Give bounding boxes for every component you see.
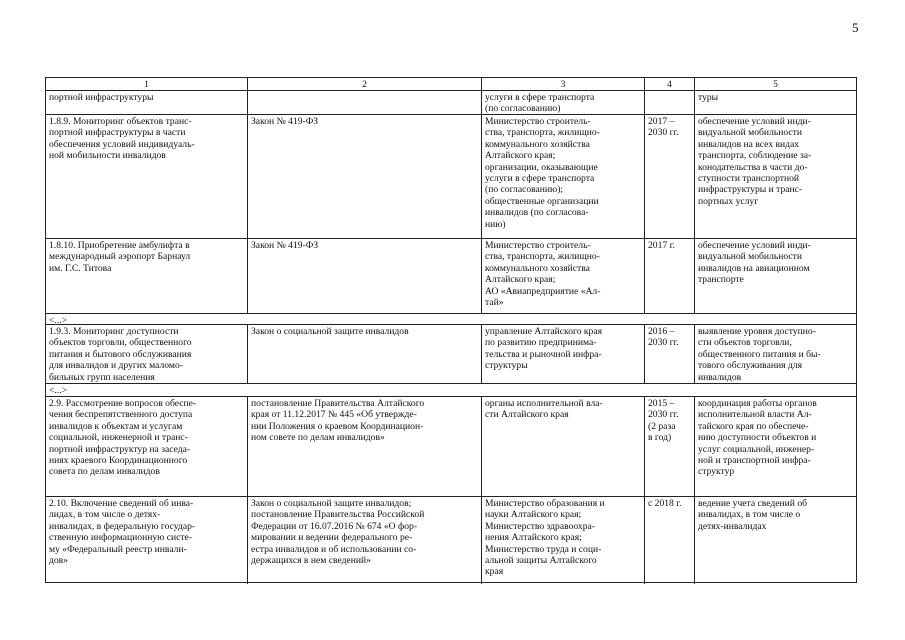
table-row	[46, 90, 856, 114]
cell-text-line: науки Алтайского края;	[485, 509, 582, 521]
cell-text-line: органы исполнительной вла-	[485, 398, 603, 409]
cell-col-5	[694, 397, 856, 496]
cell-col-5	[694, 497, 856, 584]
cell-text-line: обеспечение условий инди-	[698, 240, 811, 251]
cell-col-5	[694, 115, 856, 238]
cell-text-line: Федерации от 16.07.2016 № 674 «О фор-	[251, 520, 418, 532]
cell-text-line: для инвалидов и других маломо-	[49, 360, 183, 372]
cell-col-3	[481, 115, 644, 238]
cell-col-2	[247, 325, 481, 383]
cell-text-line: коммунального хозяйства	[485, 138, 590, 150]
cell-text-line: 2.10. Включение сведений об инва-	[49, 498, 194, 509]
cell-col-1	[46, 497, 247, 584]
cell-col-1	[46, 239, 247, 313]
cell-text-line: тельства и рыночной инфра-	[485, 348, 602, 360]
cell-text-line: 2015 –	[648, 398, 675, 409]
cell-text-line: Министерство образования и	[485, 498, 605, 509]
cell-text-line: видуальной мобильности	[698, 251, 802, 263]
table-row	[46, 324, 856, 383]
cell-col-2	[247, 397, 481, 496]
cell-col-5	[694, 325, 856, 383]
cell-text-line: ступности транспортной	[698, 173, 800, 185]
cell-text-line: инвалидов на авиационном	[698, 262, 810, 274]
cell-col-2	[247, 239, 481, 313]
cell-text-line: инвалидов на всех видах	[698, 138, 800, 150]
cell-col-5	[694, 239, 856, 313]
cell-text-line: му «Федеральный реестр инвали-	[49, 543, 187, 555]
cell-text-line: Закон № 419-ФЗ	[251, 240, 319, 251]
cell-text-line: инвалидах, в федеральную государ-	[49, 520, 196, 532]
cell-text-line: мировании и ведении федерального ре-	[251, 532, 413, 544]
cell-text-line: чения беспрепятственного доступа	[49, 409, 193, 421]
cell-text-line: совета по делам инвалидов	[49, 466, 160, 478]
cell-col-4	[644, 325, 694, 383]
table-row	[46, 396, 856, 496]
cell-text-line: питания и бытового обслуживания	[49, 348, 192, 360]
cell-col-4	[644, 239, 694, 313]
cell-text-line: в год)	[648, 432, 672, 444]
cell-text-line: Министерство строитель-	[485, 116, 591, 127]
table-ellipsis-row	[46, 383, 856, 396]
cell-col-1	[46, 325, 247, 383]
cell-text-line: АО «Авиапредприятие «Ал-	[485, 285, 601, 297]
cell-text-line: 1.8.10. Приобретение амбулифта в	[49, 240, 190, 251]
cell-text-line: (по согласованию)	[485, 103, 561, 114]
cell-text-line: сти объектов торговли,	[698, 337, 792, 349]
table-row	[46, 496, 856, 584]
cell-text-line: 2017 г.	[648, 240, 675, 251]
cell-text-line: альной защиты Алтайского	[485, 555, 597, 567]
cell-text-line: видуальной мобильности	[698, 127, 802, 139]
cell-text-line: туры	[698, 92, 719, 103]
cell-text-line: портных услуг	[698, 195, 759, 207]
cell-text-line: общественного питания и бы-	[698, 348, 821, 360]
cell-text-line: Закон о социальной защите инвалидов	[251, 326, 409, 337]
cell-col-1	[46, 397, 247, 496]
cell-text-line: инвалидов к объектам и услугам	[49, 420, 183, 432]
cell-text-line: транспорта, соблюдение за-	[698, 150, 812, 162]
cell-text-line: конодательства в части до-	[698, 161, 808, 173]
table-row	[46, 114, 856, 238]
cell-text-line: 1.9.3. Мониторинг доступности	[49, 326, 179, 337]
cell-text-line: тай»	[485, 297, 504, 309]
cell-text-line: (2 раза	[648, 420, 676, 432]
table-ellipsis-row	[46, 313, 856, 324]
cell-text-line: транспорте	[698, 274, 744, 286]
cell-text-line: нию доступности объектов и	[698, 432, 817, 444]
cell-text-line: ства, транспорта, жилищно-	[485, 127, 600, 139]
cell-text-line: дов»	[49, 555, 69, 567]
cell-text-line: нию)	[485, 218, 506, 230]
cell-text-line: 2030 гг.	[648, 127, 679, 139]
cell-col-1	[46, 91, 247, 114]
cell-text-line: ства, транспорта, жилищно-	[485, 251, 600, 263]
cell-text-line: с 2018 г.	[648, 498, 682, 509]
cell-text-line: международный аэропорт Барнаул	[49, 251, 191, 263]
cell-text-line: тового обслуживания для	[698, 360, 802, 372]
cell-text-line: детях-инвалидах	[698, 520, 767, 532]
cell-text-line: 2.9. Рассмотрение вопросов обеспе-	[49, 398, 197, 409]
cell-text-line: края	[485, 566, 504, 578]
cell-text-line: нения Алтайского края;	[485, 532, 582, 544]
cell-text-line: инвалидов	[698, 371, 742, 383]
cell-text-line: Алтайского края;	[485, 274, 556, 286]
cell-col-3	[481, 239, 644, 313]
cell-col-1	[46, 115, 247, 238]
cell-text-line: сти Алтайского края	[485, 409, 569, 421]
cell-col-3	[481, 325, 644, 383]
cell-text-line: постановление Правительства Российской	[251, 509, 425, 521]
cell-text-line: ной мобильности инвалидов	[49, 150, 166, 162]
cell-text-line: (по согласованию);	[485, 184, 564, 196]
cell-text-line: инвалидов (по согласова-	[485, 207, 589, 219]
cell-col-2	[247, 497, 481, 584]
cell-text-line: обеспечения условий индивидуаль-	[49, 138, 195, 150]
header-col-4: 4	[644, 78, 694, 90]
cell-text-line: 2030 гг.	[648, 409, 679, 421]
cell-text-line: ной и транспортной инфра-	[698, 455, 811, 467]
cell-text-line: портной инфраструктуры	[49, 92, 154, 103]
cell-text-line: бильных групп населения	[49, 371, 155, 383]
cell-text-line: им. Г.С. Титова	[49, 262, 112, 274]
cell-text-line: координация работы органов	[698, 398, 817, 409]
header-col-2: 2	[247, 78, 481, 90]
cell-text-line: общественные организации	[485, 195, 599, 207]
cell-col-2	[247, 115, 481, 238]
cell-text-line: 2030 гг.	[648, 337, 679, 349]
cell-text-line: края от 11.12.2017 № 445 «Об утвержде-	[251, 409, 417, 421]
cell-text-line: портной инфраструктуры в части	[49, 127, 186, 139]
cell-text-line: Министерство строитель-	[485, 240, 591, 251]
cell-text-line: тайского края по обеспече-	[698, 420, 809, 432]
cell-text-line: коммунального хозяйства	[485, 262, 590, 274]
cell-col-5	[694, 91, 856, 114]
table-header-row	[46, 78, 856, 90]
cell-text-line: естра инвалидов и об использовании со-	[251, 543, 417, 555]
cell-text-line: управление Алтайского края	[485, 326, 603, 337]
ellipsis-marker: <...>	[49, 315, 68, 324]
header-col-5: 5	[694, 78, 856, 90]
cell-text-line: объектов торговли, общественного	[49, 337, 192, 349]
cell-text-line: социальной, инженерной и транс-	[49, 432, 188, 444]
header-col-1: 1	[144, 79, 149, 90]
measures-table	[45, 77, 857, 583]
cell-col-2	[247, 91, 481, 114]
cell-text-line: портной инфраструктур на заседа-	[49, 443, 191, 455]
header-col-3: 3	[481, 78, 644, 90]
cell-text-line: услуги в сфере транспорта	[485, 92, 595, 103]
cell-text-line: ственную информационную систе-	[49, 532, 193, 544]
cell-text-line: Закон № 419-ФЗ	[251, 116, 319, 127]
cell-text-line: структур	[698, 466, 735, 478]
cell-text-line: 1.8.9. Мониторинг объектов транс-	[49, 116, 192, 127]
cell-text-line: Министерство труда и соци-	[485, 543, 602, 555]
cell-col-3	[481, 397, 644, 496]
cell-text-line: инвалидах, в том числе о	[698, 509, 801, 521]
cell-text-line: Алтайского края;	[485, 150, 556, 162]
cell-text-line: лидах, в том числе о детях-	[49, 509, 161, 521]
cell-text-line: обеспечение условий инди-	[698, 116, 811, 127]
cell-text-line: исполнительной власти Ал-	[698, 409, 812, 421]
cell-col-4	[644, 91, 694, 114]
cell-text-line: структуры	[485, 360, 528, 372]
ellipsis-marker: <...>	[49, 385, 68, 396]
cell-col-4	[644, 497, 694, 584]
cell-text-line: ном совете по делам инвалидов»	[251, 432, 385, 444]
cell-text-line: держащихся в нем сведений»	[251, 555, 371, 567]
cell-text-line: услуг социальной, инженер-	[698, 443, 815, 455]
cell-col-4	[644, 115, 694, 238]
cell-col-4	[644, 397, 694, 496]
cell-text-line: постановление Правительства Алтайского	[251, 398, 425, 409]
cell-text-line: ниях краевого Координационного	[49, 455, 188, 467]
cell-text-line: Закон о социальной защите инвалидов;	[251, 498, 412, 509]
cell-text-line: услуги в сфере транспорта	[485, 173, 595, 185]
cell-col-3	[481, 91, 644, 114]
page-number: 5	[852, 20, 859, 35]
cell-text-line: выявление уровня доступно-	[698, 326, 816, 337]
cell-text-line: 2016 –	[648, 326, 675, 337]
cell-text-line: инфраструктуры и транс-	[698, 184, 803, 196]
cell-text-line: нии Положения о краевом Координацион-	[251, 420, 424, 432]
cell-text-line: организации, оказывающие	[485, 161, 598, 173]
cell-col-3	[481, 497, 644, 584]
cell-text-line: 2017 –	[648, 116, 675, 127]
cell-text-line: Министерство здравоохра-	[485, 520, 595, 532]
cell-text-line: ведение учета сведений об	[698, 498, 807, 509]
cell-text-line: по развитию предпринима-	[485, 337, 597, 349]
table-row	[46, 238, 856, 313]
